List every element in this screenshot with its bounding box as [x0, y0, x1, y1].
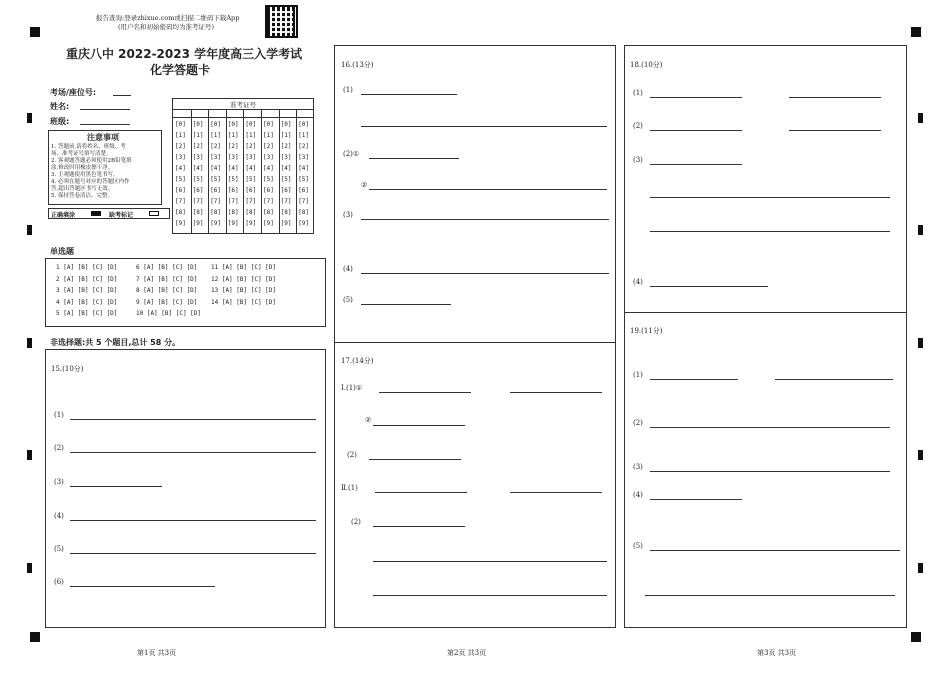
- admission-digit-bubble[interactable]: [5]: [245, 176, 257, 183]
- admission-digit-bubble[interactable]: [2]: [298, 143, 310, 150]
- admission-digit-bubble[interactable]: [4]: [280, 165, 292, 172]
- admission-digit-bubble[interactable]: [1]: [192, 132, 204, 139]
- admission-digit-bubble[interactable]: [4]: [210, 165, 222, 172]
- notes-title: 注意事项: [87, 133, 119, 142]
- note-line: 1. 答题前,请将姓名、班级、考: [51, 144, 126, 150]
- admission-column-divider: [226, 109, 227, 233]
- q16-part: ②: [361, 181, 368, 189]
- qr-code-icon: [265, 5, 298, 38]
- choice-item[interactable]: 13 [A] [B] [C] [D]: [211, 287, 277, 294]
- admission-digit-bubble[interactable]: [1]: [263, 132, 274, 139]
- admission-digit-bubble[interactable]: [8]: [263, 209, 274, 216]
- admission-digit-bubble[interactable]: [7]: [210, 198, 222, 205]
- admission-digit-bubble[interactable]: [0]: [298, 121, 310, 128]
- note-line: 5. 保持答卷清洁、完整。: [51, 193, 113, 199]
- admission-digit-bubble[interactable]: [7]: [263, 198, 274, 205]
- admission-digit-bubble[interactable]: [2]: [192, 143, 204, 150]
- admission-column-divider: [279, 109, 280, 233]
- note-line: 2. 客观题答题必须使用2B铅笔填: [51, 158, 132, 164]
- q17-answer-line[interactable]: [369, 459, 461, 460]
- admission-digit-bubble[interactable]: [9]: [227, 220, 239, 227]
- admission-digit-bubble[interactable]: [0]: [227, 121, 239, 128]
- timing-mark: [27, 563, 32, 573]
- admission-digit-bubble[interactable]: [4]: [298, 165, 310, 172]
- admission-digit-bubble[interactable]: [6]: [210, 187, 222, 194]
- q16-part: (3): [343, 211, 353, 219]
- q16-answer-line[interactable]: [369, 158, 459, 159]
- choice-item[interactable]: 14 [A] [B] [C] [D]: [211, 298, 277, 306]
- admission-digit-bubble[interactable]: [4]: [192, 165, 204, 172]
- timing-mark: [918, 450, 923, 460]
- q15-title: 15.(10分): [51, 365, 84, 373]
- q18-title: 18.(10分): [630, 61, 663, 69]
- q17-title: 17.(14分): [341, 357, 374, 365]
- admission-digit-bubble[interactable]: [9]: [245, 220, 257, 227]
- admission-column-divider: [191, 109, 192, 233]
- admission-digit-bubble[interactable]: [9]: [263, 220, 274, 227]
- note-line: 3. 主观题使用黑色笔书写。: [51, 172, 119, 178]
- choice-item[interactable]: 4 [A] [B] [C] [D]: [56, 298, 118, 306]
- registration-mark-bl: [30, 632, 40, 642]
- admission-digit-bubble[interactable]: [3]: [280, 154, 292, 161]
- q19-answer-line[interactable]: [775, 379, 893, 380]
- timing-mark: [27, 338, 32, 348]
- admission-digit-bubble[interactable]: [8]: [280, 209, 292, 216]
- q16-answer-line[interactable]: [361, 304, 451, 305]
- admission-digit-bubble[interactable]: [4]: [245, 165, 257, 172]
- admission-digit-bubble[interactable]: [8]: [192, 209, 204, 216]
- note-line: 涂,修改时用橡皮擦干净。: [51, 165, 114, 171]
- admission-digit-bubble[interactable]: [0]: [263, 121, 274, 128]
- q18-part: (1): [633, 89, 643, 97]
- admission-digit-bubble[interactable]: [2]: [280, 143, 292, 150]
- choice-item[interactable]: 10 [A] [B] [C] [D]: [136, 310, 202, 317]
- q15-part: (3): [54, 478, 64, 486]
- admission-digit-bubble[interactable]: [0]: [210, 121, 222, 128]
- q19-part: (2): [633, 419, 643, 427]
- admission-number-label: 准考证号: [230, 101, 256, 109]
- q17-answer-line[interactable]: [375, 492, 467, 493]
- admission-digit-bubble[interactable]: [7]: [280, 198, 292, 205]
- admission-digit-bubble[interactable]: [5]: [210, 176, 222, 183]
- choice-item[interactable]: 11 [A] [B] [C] [D]: [211, 264, 277, 271]
- single-choice-title: 单选题: [50, 247, 74, 256]
- q17-part: ②: [365, 416, 372, 424]
- page-footer-3: 第3页 共3页: [757, 649, 797, 657]
- q16-answer-line[interactable]: [361, 94, 457, 95]
- report-notice: 报告查询:登录zhixue.com或扫描二维码下载App: [96, 14, 240, 22]
- q16-title: 16.(13分): [341, 61, 374, 69]
- timing-mark: [918, 113, 923, 123]
- q17-answer-line[interactable]: [373, 425, 465, 426]
- admission-digit-bubble[interactable]: [7]: [227, 198, 239, 205]
- admission-digit-bubble[interactable]: [6]: [192, 187, 204, 194]
- q19-part: (3): [633, 463, 643, 471]
- q17-answer-line[interactable]: [373, 561, 607, 562]
- q18-answer-line[interactable]: [789, 130, 881, 131]
- q15-answer-line[interactable]: [70, 586, 215, 587]
- admission-digit-bubble[interactable]: [1]: [227, 132, 239, 139]
- timing-mark: [27, 450, 32, 460]
- q16-part: (5): [343, 296, 353, 304]
- timing-mark: [918, 338, 923, 348]
- admission-digit-bubble[interactable]: [1]: [298, 132, 310, 139]
- q15-part: (6): [54, 578, 64, 586]
- q18-answer-box: [624, 45, 907, 313]
- admission-digit-bubble[interactable]: [9]: [192, 220, 204, 227]
- fill-missing-label: 缺考标记: [109, 212, 134, 219]
- class-field[interactable]: [80, 124, 130, 125]
- admission-digit-bubble[interactable]: [5]: [192, 176, 204, 183]
- q18-answer-line[interactable]: [650, 286, 768, 287]
- q19-part: (5): [633, 542, 643, 550]
- admission-digit-bubble[interactable]: [5]: [263, 176, 274, 183]
- timing-mark: [918, 563, 923, 573]
- admission-digit-bubble[interactable]: [9]: [298, 220, 310, 227]
- q17-part: Ⅰ.(1)①: [341, 384, 363, 392]
- registration-mark-tr: [911, 27, 921, 37]
- admission-digit-bubble[interactable]: [8]: [227, 209, 239, 216]
- fill-legend: [48, 208, 170, 219]
- admission-digit-bubble[interactable]: [2]: [263, 143, 274, 150]
- q16-answer-line[interactable]: [361, 273, 609, 274]
- admission-digit-bubble[interactable]: [6]: [245, 187, 257, 194]
- admission-digit-bubble[interactable]: [9]: [280, 220, 292, 227]
- admission-digit-bubble[interactable]: [3]: [298, 154, 310, 161]
- report-notice-sub: (用户名和初始密码均为准考证号): [118, 23, 215, 31]
- admission-digit-bubble[interactable]: [1]: [175, 132, 186, 139]
- q18-part: (2): [633, 122, 643, 130]
- admission-digit-bubble[interactable]: [7]: [192, 198, 204, 205]
- choice-item[interactable]: 1 [A] [B] [C] [D]: [56, 264, 118, 271]
- q18-answer-line[interactable]: [650, 164, 742, 165]
- class-label: 班级:: [50, 117, 70, 126]
- q16-part: (4): [343, 265, 353, 273]
- q18-part: (4): [633, 278, 643, 286]
- q15-part: (4): [54, 512, 64, 520]
- q18-answer-line[interactable]: [650, 97, 742, 98]
- q19-part: (1): [633, 371, 643, 379]
- q19-answer-line[interactable]: [650, 499, 742, 500]
- q19-answer-line[interactable]: [650, 379, 738, 380]
- q19-answer-box: [624, 312, 907, 628]
- q17-answer-line[interactable]: [379, 392, 471, 393]
- q18-answer-line[interactable]: [650, 231, 890, 232]
- q15-part: (1): [54, 411, 64, 419]
- admission-digit-bubble[interactable]: [5]: [298, 176, 310, 183]
- timing-mark: [27, 113, 32, 123]
- exam-room-label: 考场/座位号:: [50, 88, 97, 97]
- admission-digit-bubble[interactable]: [7]: [245, 198, 257, 205]
- admission-digit-bubble[interactable]: [3]: [227, 154, 239, 161]
- q16-answer-line[interactable]: [361, 126, 607, 127]
- q19-answer-line[interactable]: [650, 550, 900, 551]
- filled-mark-icon: [91, 211, 101, 216]
- exam-room-field[interactable]: [113, 95, 131, 96]
- q17-answer-line[interactable]: [510, 392, 602, 393]
- page-footer-1: 第1页 共3页: [137, 649, 177, 657]
- absent-mark-icon[interactable]: [149, 211, 159, 216]
- admission-digit-bubble[interactable]: [0]: [192, 121, 204, 128]
- admission-digit-bubble[interactable]: [6]: [227, 187, 239, 194]
- q17-part: (2): [351, 518, 361, 526]
- admission-digit-bubble[interactable]: [2]: [227, 143, 239, 150]
- admission-digit-bubble[interactable]: [7]: [175, 198, 186, 205]
- admission-digit-bubble[interactable]: [3]: [192, 154, 204, 161]
- choice-item[interactable]: 8 [A] [B] [C] [D]: [136, 287, 198, 294]
- admission-digit-bubble[interactable]: [2]: [175, 143, 186, 150]
- q17-part: Ⅱ.(1): [341, 484, 358, 492]
- q19-answer-line[interactable]: [650, 427, 890, 428]
- page-footer-2: 第2页 共3页: [447, 649, 487, 657]
- admission-digit-bubble[interactable]: [8]: [298, 209, 310, 216]
- timing-mark: [918, 225, 923, 235]
- choice-item[interactable]: 7 [A] [B] [C] [D]: [136, 275, 198, 283]
- q17-answer-line[interactable]: [373, 595, 607, 596]
- admission-digit-bubble[interactable]: [5]: [227, 176, 239, 183]
- sheet-title: 重庆八中 2022-2023 学年度高三入学考试: [66, 47, 303, 61]
- choice-item[interactable]: 12 [A] [B] [C] [D]: [211, 275, 277, 283]
- q19-part: (4): [633, 491, 643, 499]
- q17-answer-line[interactable]: [373, 526, 465, 527]
- name-field[interactable]: [80, 109, 130, 110]
- admission-digit-bubble[interactable]: [8]: [210, 209, 222, 216]
- admission-digit-bubble[interactable]: [1]: [280, 132, 292, 139]
- note-line: 4. 必须在题号对应的答题区内作: [51, 179, 130, 185]
- q16-answer-box: [334, 45, 616, 343]
- admission-digit-bubble[interactable]: [4]: [263, 165, 274, 172]
- q17-answer-box: [334, 342, 616, 628]
- q17-answer-line[interactable]: [510, 492, 602, 493]
- choice-item[interactable]: 6 [A] [B] [C] [D]: [136, 264, 198, 271]
- sheet-subtitle: 化学答题卡: [150, 63, 211, 77]
- admission-digit-bubble[interactable]: [6]: [280, 187, 292, 194]
- choice-item[interactable]: 5 [A] [B] [C] [D]: [56, 310, 118, 317]
- admission-digit-bubble[interactable]: [3]: [210, 154, 222, 161]
- admission-digit-bubble[interactable]: [8]: [245, 209, 257, 216]
- admission-number-grid: [172, 98, 314, 234]
- admission-digit-bubble[interactable]: [4]: [175, 165, 186, 172]
- q16-answer-line[interactable]: [369, 189, 607, 190]
- choice-item[interactable]: 9 [A] [B] [C] [D]: [136, 298, 198, 306]
- admission-digit-bubble[interactable]: [6]: [298, 187, 310, 194]
- admission-column-divider: [296, 109, 297, 233]
- q19-title: 19.(11分): [630, 327, 663, 335]
- admission-column-divider: [243, 109, 244, 233]
- choice-item[interactable]: 2 [A] [B] [C] [D]: [56, 275, 118, 283]
- admission-digit-bubble[interactable]: [9]: [210, 220, 222, 227]
- admission-digit-bubble[interactable]: [0]: [175, 121, 186, 128]
- q16-answer-line[interactable]: [361, 219, 609, 220]
- admission-digit-bubble[interactable]: [6]: [263, 187, 274, 194]
- admission-column-divider: [261, 109, 262, 233]
- choice-item[interactable]: 3 [A] [B] [C] [D]: [56, 287, 118, 294]
- admission-digit-bubble[interactable]: [8]: [175, 209, 186, 216]
- q17-part: (2): [347, 451, 357, 459]
- note-line: 场、准考证号填写清楚。: [51, 151, 112, 157]
- admission-column-divider: [208, 109, 209, 233]
- q15-answer-line[interactable]: [70, 419, 316, 420]
- q15-answer-line[interactable]: [70, 520, 316, 521]
- q19-answer-line[interactable]: [650, 471, 890, 472]
- q15-answer-line[interactable]: [70, 553, 316, 554]
- note-line: 答,超出答题区书写无效。: [51, 186, 114, 192]
- q15-part: (2): [54, 444, 64, 452]
- q18-answer-line[interactable]: [650, 130, 742, 131]
- admission-digit-bubble[interactable]: [1]: [210, 132, 222, 139]
- registration-mark-tl: [30, 27, 40, 37]
- q18-answer-line[interactable]: [789, 97, 881, 98]
- admission-digit-bubble[interactable]: [3]: [245, 154, 257, 161]
- single-choice-box: [45, 258, 326, 327]
- admission-digit-bubble[interactable]: [5]: [175, 176, 186, 183]
- timing-mark: [27, 225, 32, 235]
- non-choice-title: 非选择题:共 5 个题目,总计 58 分。: [50, 338, 181, 347]
- registration-mark-br: [911, 632, 921, 642]
- admission-digit-bubble[interactable]: [2]: [210, 143, 222, 150]
- admission-digit-bubble[interactable]: [6]: [175, 187, 186, 194]
- q15-answer-line[interactable]: [70, 486, 162, 487]
- admission-digit-bubble[interactable]: [4]: [227, 165, 239, 172]
- notes-box: [48, 130, 162, 205]
- q16-part: (1): [343, 86, 353, 94]
- q15-answer-line[interactable]: [70, 452, 316, 453]
- name-label: 姓名:: [50, 102, 70, 111]
- q19-answer-line[interactable]: [645, 595, 895, 596]
- admission-digit-bubble[interactable]: [7]: [298, 198, 310, 205]
- admission-digit-bubble[interactable]: [3]: [175, 154, 186, 161]
- admission-digit-bubble[interactable]: [0]: [245, 121, 257, 128]
- q15-answer-box: [45, 349, 326, 628]
- admission-digit-bubble[interactable]: [1]: [245, 132, 257, 139]
- admission-digit-bubble[interactable]: [0]: [280, 121, 292, 128]
- admission-digit-bubble[interactable]: [3]: [263, 154, 274, 161]
- q15-part: (5): [54, 545, 64, 553]
- q16-part: (2)①: [343, 150, 360, 158]
- fill-correct-label: 正确填涂: [51, 212, 76, 219]
- admission-digit-bubble[interactable]: [2]: [245, 143, 257, 150]
- q18-answer-line[interactable]: [650, 197, 890, 198]
- q18-part: (3): [633, 156, 643, 164]
- admission-digit-bubble[interactable]: [5]: [280, 176, 292, 183]
- admission-digit-bubble[interactable]: [9]: [175, 220, 186, 227]
